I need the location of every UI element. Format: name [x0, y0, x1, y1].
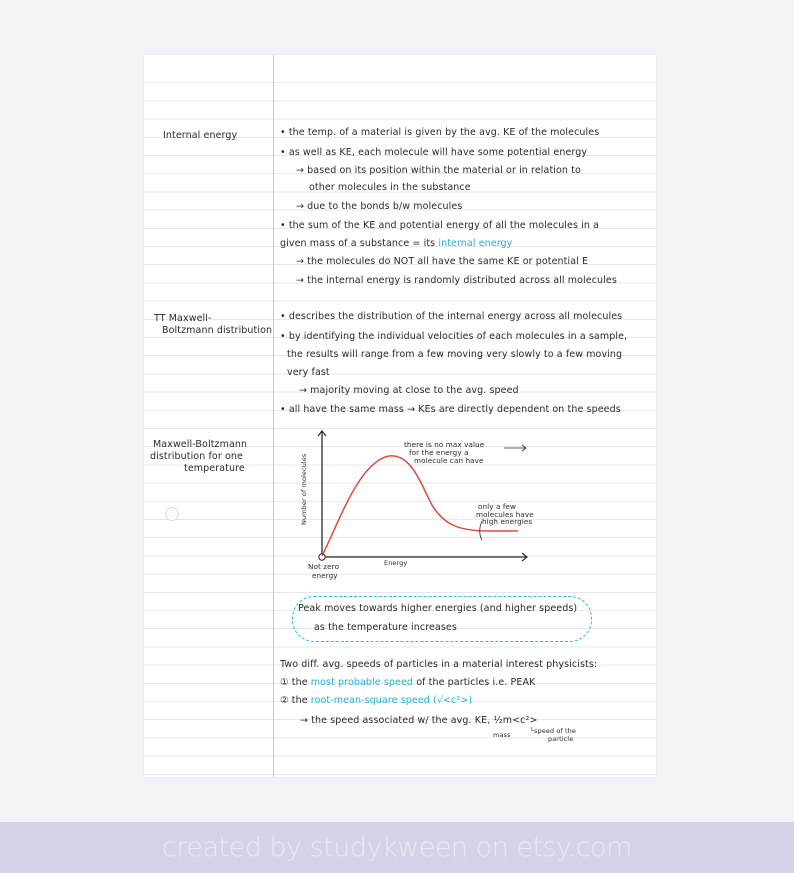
- margin-line: [273, 55, 274, 777]
- speeds-intro: Two diff. avg. speeds of particles in a material interest physicists:: [280, 659, 598, 670]
- notebook-page: [144, 55, 656, 777]
- note-right-1: only a few: [478, 502, 517, 511]
- heading-internal-energy: Internal energy: [163, 130, 238, 141]
- ie-line-4: other molecules in the substance: [309, 182, 471, 193]
- note-right-2: molecules have: [476, 510, 534, 519]
- ie-line-3: → based on its position within the material or in relation to: [296, 165, 581, 176]
- ie-line-1: • the temp. of a material is given by the avg. KE of the molecules: [280, 127, 600, 138]
- heading-maxwell-1: TT Maxwell-: [154, 313, 212, 324]
- ie-line-8: → the molecules do NOT all have the same KE or potential E: [296, 256, 589, 267]
- ie-line-5: → due to the bonds b/w molecules: [296, 201, 463, 212]
- footer-banner: [0, 822, 794, 873]
- ie-line-7: [280, 238, 512, 250]
- speeds-item-3: → the speed associated w/ the avg. KE, ½m<c²>: [300, 715, 538, 726]
- term-most-probable-speed: most probable speed: [310, 677, 414, 688]
- speeds-item-2: [280, 695, 472, 707]
- graph-xlabel: Energy: [384, 559, 408, 567]
- ie-line-7-text: given mass of a substance = its: [280, 238, 436, 249]
- graph-side-1: Maxwell-Boltzmann: [153, 439, 248, 450]
- graph-ylabel: Number of molecules: [300, 453, 308, 525]
- item-1-post: of the particles i.e. PEAK: [416, 677, 536, 688]
- peak-line-1: Peak moves towards higher energies (and higher speeds): [298, 603, 578, 614]
- note-top-2: for the energy a: [409, 448, 469, 457]
- ie-line-9: → the internal energy is randomly distributed across all molecules: [296, 275, 617, 286]
- item-1-number: ①: [280, 677, 289, 688]
- footer-watermark: created by studykween on etsy.com: [161, 832, 632, 863]
- peak-line-2: as the temperature increases: [314, 622, 457, 633]
- note-top-1: there is no max value: [404, 440, 485, 449]
- term-internal-energy: internal energy: [438, 238, 513, 249]
- label-mass: mass: [493, 731, 511, 739]
- ie-line-2: • as well as KE, each molecule will have some potential energy: [280, 147, 588, 158]
- graph-side-2: distribution for one: [150, 451, 243, 462]
- item-2-pre: the: [291, 695, 308, 706]
- origin-label-2: energy: [312, 571, 338, 580]
- origin-label-1: Not zero: [308, 562, 340, 571]
- mb-line-3: the results will range from a few moving very slowly to a few moving: [287, 349, 623, 360]
- label-speed-2: particle: [548, 735, 574, 743]
- mb-line-6: • all have the same mass → KEs are directly dependent on the speeds: [280, 404, 621, 415]
- graph-side-3: temperature: [184, 463, 245, 474]
- ie-line-6: • the sum of the KE and potential energy of all the molecules in a: [280, 220, 600, 231]
- term-rms-speed: root-mean-square speed (√<c²>): [310, 695, 473, 706]
- mb-line-2: • by identifying the individual velocities of each molecules in a sample,: [280, 331, 628, 342]
- item-2-number: ②: [280, 695, 289, 706]
- item-1-pre: the: [291, 677, 308, 688]
- note-right-3: high energies: [482, 517, 533, 526]
- label-speed-1: └speed of the: [530, 727, 576, 735]
- heading-maxwell-2: Boltzmann distribution: [162, 325, 273, 336]
- mb-line-1: • describes the distribution of the internal energy across all molecules: [280, 311, 623, 322]
- note-top-3: molecule can have: [414, 456, 484, 465]
- mb-line-4: very fast: [287, 367, 330, 378]
- speeds-item-1: [280, 677, 535, 689]
- punch-hole: [165, 507, 179, 521]
- mb-line-5: → majority moving at close to the avg. speed: [299, 385, 519, 396]
